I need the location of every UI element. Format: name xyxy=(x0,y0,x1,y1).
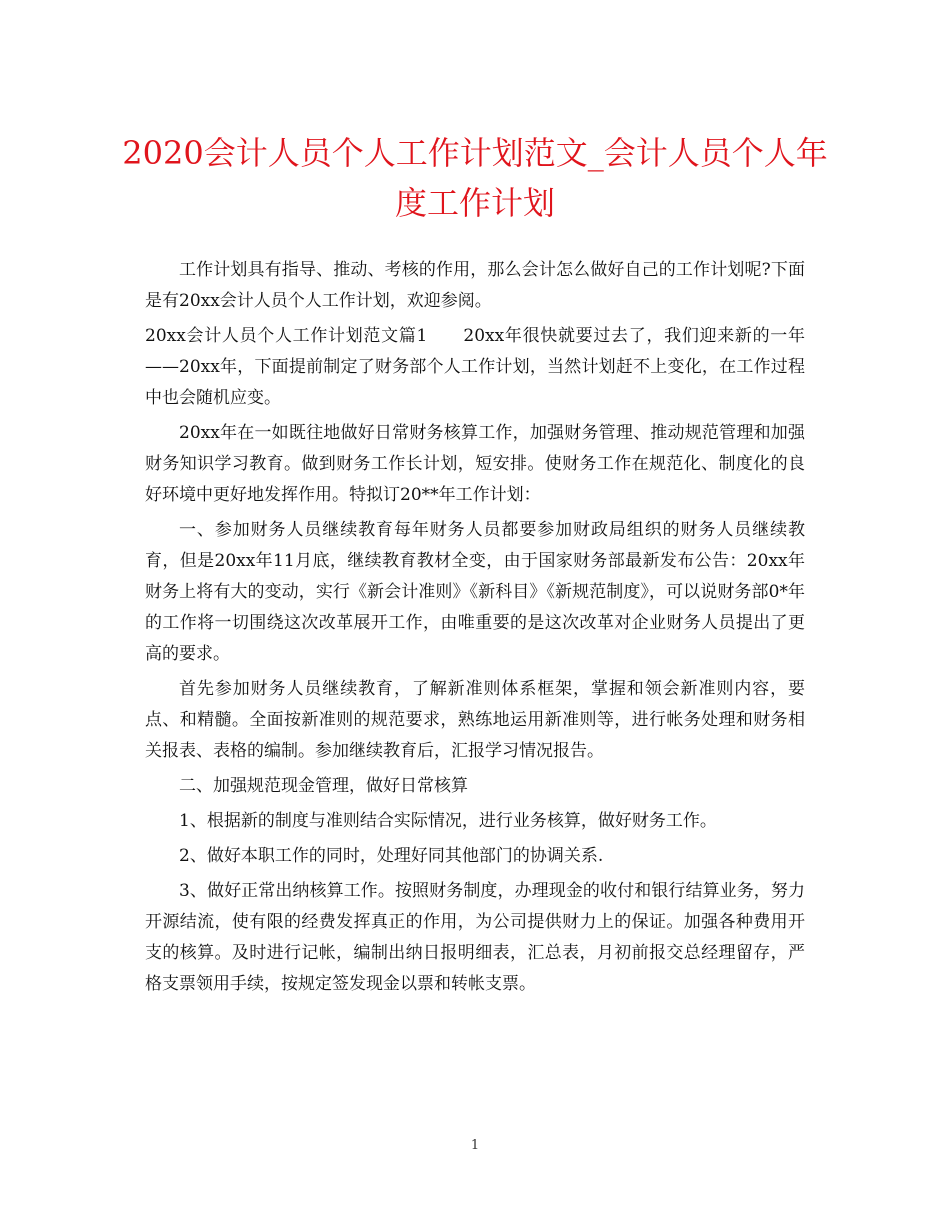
list-item: 2、做好本职工作的同时，处理好同其他部门的协调关系. xyxy=(179,846,604,866)
paragraph: 20xx年在一如既往地做好日常财务核算工作，加强财务管理、推动规范管理和加强财务知识学习教育。做到财务工作长计划，短安排。使财务工作在规范化、制度化的良好环境中更好地发挥作用。特拟订20**年工作计划： xyxy=(145,423,805,505)
paragraph: 20xx会计人员个人工作计划范文篇1 20xx年很快就要过去了，我们迎来新的一年——20xx年，下面提前制定了财务部个人工作计划，当然计划赶不上变化，在工作过程中也会随机应变。 xyxy=(145,326,805,408)
paragraph: 首先参加财务人员继续教育，了解新准则体系框架，掌握和领会新准则内容，要点、和精髓。全面按新准则的规范要求，熟练地运用新准则等，进行帐务处理和财务相关报表、表格的编制。参加继续教育后，汇报学习情况报告。 xyxy=(145,679,805,761)
section-heading: 二、加强规范现金管理，做好日常核算 xyxy=(179,776,468,796)
list-item: 1、根据新的制度与准则结合实际情况，进行业务核算，做好财务工作。 xyxy=(179,811,717,831)
paragraph: 工作计划具有指导、推动、考核的作用，那么会计怎么做好自己的工作计划呢?下面是有20xx会计人员个人工作计划，欢迎参阅。 xyxy=(145,260,805,311)
document-body xyxy=(145,255,805,1004)
paragraph: 一、参加财务人员继续教育每年财务人员都要参加财政局组织的财务人员继续教育，但是20xx年11月底，继续教育教材全变，由于国家财务部最新发布公告：20xx年财务上将有大的变动，实行《新会计准则》《新科目》《新规范制度》，可以说财务部0*年的工作将一切围绕这次改革展开工作，由唯重要的是这次改革对企业财务人员提出了更高的要求。 xyxy=(145,520,805,664)
document-title: 2020会计人员个人工作计划范文_会计人员个人年度工作计划 xyxy=(122,134,828,222)
list-item: 3、做好正常出纳核算工作。按照财务制度，办理现金的收付和银行结算业务，努力开源结流，使有限的经费发挥真正的作用，为公司提供财力上的保证。加强各种费用开支的核算。及时进行记帐，编制出纳日报明细表，汇总表，月初前报交总经理留存，严格支票领用手续，按规定签发现金以票和转帐支票。 xyxy=(145,881,805,994)
page-number: 1 xyxy=(470,1138,480,1153)
